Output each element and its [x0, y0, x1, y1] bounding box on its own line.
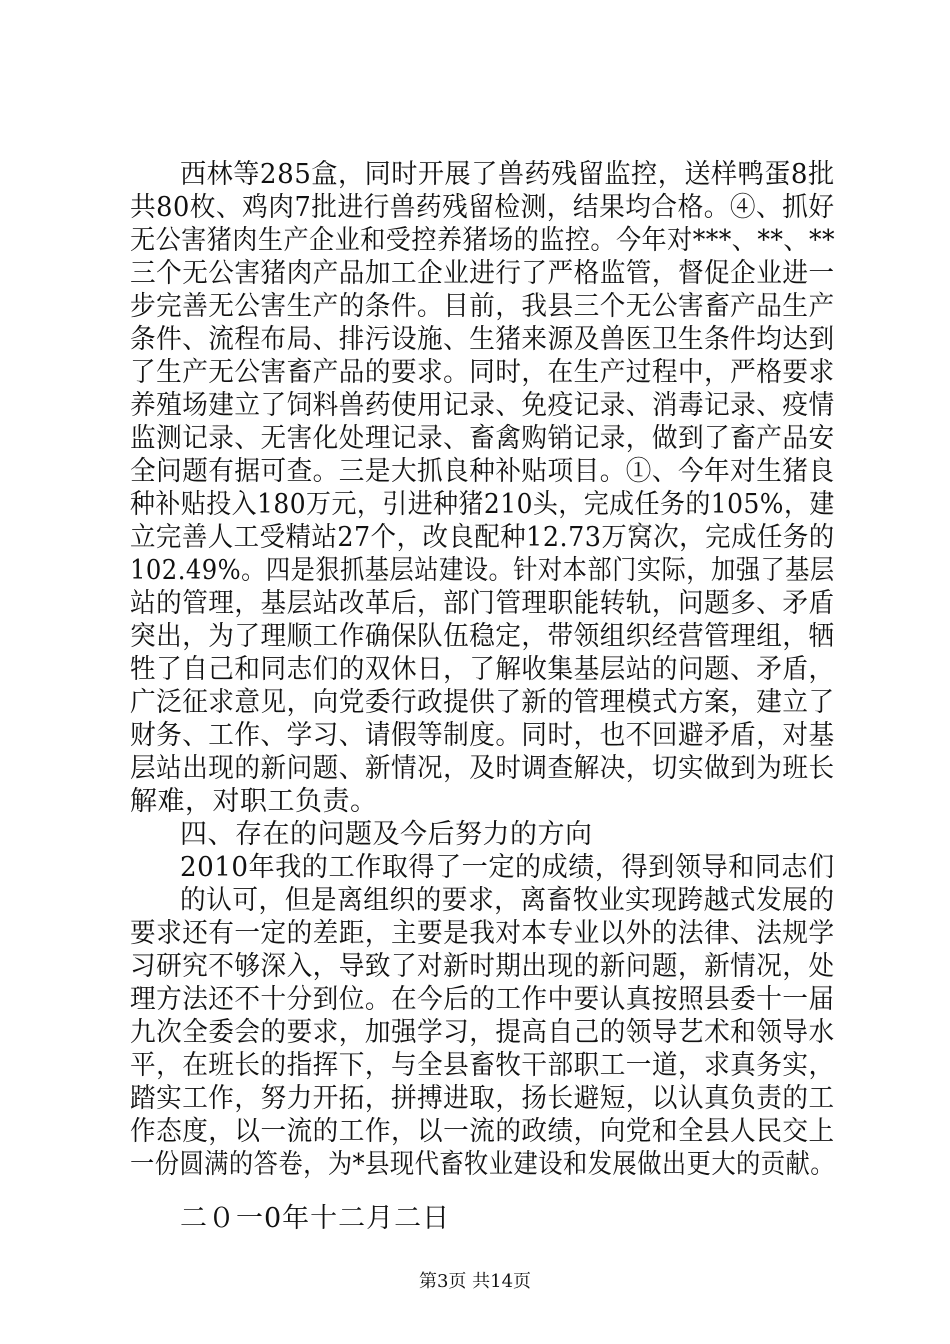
- body-line: 种补贴投入180万元，引进种猪210头，完成任务的105%，建: [130, 489, 835, 520]
- body-line: 突出，为了理顺工作确保队伍稳定，带领组织经营管理组，牺: [130, 621, 835, 652]
- body-line: 广泛征求意见，向党委行政提供了新的管理模式方案，建立了: [130, 687, 835, 718]
- body-line: 无公害猪肉生产企业和受控养猪场的监控。今年对***、**、**: [130, 225, 836, 256]
- body-line: 要求还有一定的差距，主要是我对本专业以外的法律、法规学: [130, 918, 835, 949]
- body-line-final: 一份圆满的答卷，为*县现代畜牧业建设和发展做出更大的贡献。: [130, 1149, 835, 1180]
- body-line: 踏实工作，努力开拓，拼搏进取，扬长避短，以认真负责的工: [130, 1083, 835, 1114]
- body-line: 牲了自己和同志们的双休日，了解收集基层站的问题、矛盾，: [130, 654, 835, 685]
- body-line: 2010年我的工作取得了一定的成绩，得到领导和同志们: [180, 852, 835, 883]
- document-date: 二０一0年十二月二日: [180, 1203, 451, 1234]
- section-heading: 四、存在的问题及今后努力的方向: [180, 819, 593, 850]
- body-line: 立完善人工受精站27个，改良配种12.73万窝次，完成任务的: [130, 522, 835, 553]
- body-line: 全问题有据可查。三是大抓良种补贴项目。①、今年对生猪良: [130, 456, 835, 487]
- body-line: 三个无公害猪肉产品加工企业进行了严格监管，督促企业进一: [130, 258, 835, 289]
- body-line: 财务、工作、学习、请假等制度。同时，也不回避矛盾，对基: [130, 720, 835, 751]
- body-line: 九次全委会的要求，加强学习，提高自己的领导艺术和领导水: [130, 1017, 835, 1048]
- body-line: 层站出现的新问题、新情况，及时调查解决，切实做到为班长: [130, 753, 835, 784]
- body-line: 站的管理，基层站改革后，部门管理职能转轨，问题多、矛盾: [130, 588, 835, 619]
- body-line: 理方法还不十分到位。在今后的工作中要认真按照县委十一届: [130, 984, 835, 1015]
- body-line: 条件、流程布局、排污设施、生猪来源及兽医卫生条件均达到: [130, 324, 835, 355]
- body-line: 监测记录、无害化处理记录、畜禽购销记录，做到了畜产品安: [130, 423, 835, 454]
- body-line: 步完善无公害生产的条件。目前，我县三个无公害畜产品生产: [130, 291, 835, 322]
- page-number-footer: 第3页 共14页: [418, 1271, 532, 1292]
- body-line: 的认可，但是离组织的要求，离畜牧业实现跨越式发展的: [180, 885, 835, 916]
- body-line: 共80枚、鸡肉7批进行兽药残留检测，结果均合格。④、抓好: [130, 192, 835, 223]
- body-line: 解难，对职工负责。: [130, 786, 378, 817]
- body-line: 了生产无公害畜产品的要求。同时，在生产过程中，严格要求: [130, 357, 835, 388]
- body-line: 作态度，以一流的工作，以一流的政绩，向党和全县人民交上: [130, 1116, 835, 1147]
- body-line: 平，在班长的指挥下，与全县畜牧干部职工一道，求真务实，: [130, 1050, 835, 1081]
- body-line: 西林等285盒，同时开展了兽药残留监控，送样鸭蛋8批: [180, 159, 835, 190]
- body-line: 102.49%。四是狠抓基层站建设。针对本部门实际，加强了基层: [130, 555, 835, 586]
- body-line: 习研究不够深入，导致了对新时期出现的新问题，新情况，处: [130, 951, 835, 982]
- body-line: 养殖场建立了饲料兽药使用记录、免疫记录、消毒记录、疫情: [130, 390, 835, 421]
